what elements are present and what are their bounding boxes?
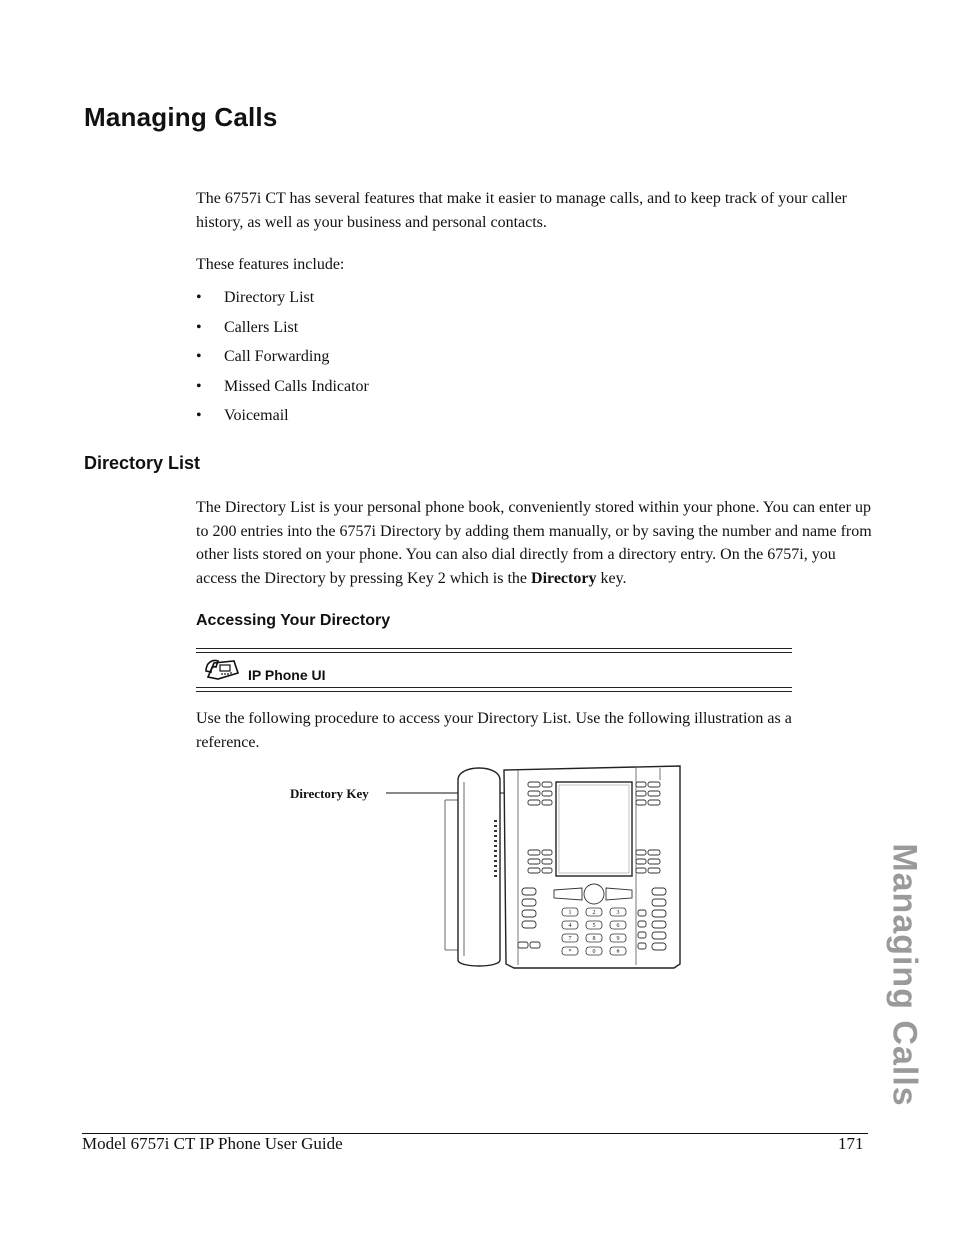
keypad-key: 3 bbox=[616, 910, 620, 916]
keypad-key: 0 bbox=[592, 949, 596, 955]
keypad-key: * bbox=[568, 949, 572, 955]
list-item: • Callers List bbox=[196, 318, 299, 336]
keypad-key: 2 bbox=[592, 910, 596, 916]
procedure-paragraph: Use the following procedure to access your Directory List. Use the following illustration as a reference. bbox=[196, 710, 792, 751]
keypad-key: 7 bbox=[568, 936, 572, 942]
phone-icon bbox=[204, 657, 240, 688]
keypad-key: 8 bbox=[592, 936, 596, 942]
ip-phone-ui-banner bbox=[196, 648, 792, 692]
section-heading: Directory List bbox=[84, 453, 201, 473]
subsection-heading: Accessing Your Directory bbox=[196, 612, 391, 629]
keypad-key: 6 bbox=[616, 923, 620, 929]
list-item: • Directory List bbox=[196, 289, 315, 306]
page-number: 171 bbox=[838, 1134, 864, 1153]
chapter-side-tab: Managing Calls bbox=[885, 843, 924, 1107]
keypad-key: # bbox=[616, 949, 620, 955]
ip-phone-ui-label: IP Phone UI bbox=[248, 667, 326, 683]
list-item: • Missed Calls Indicator bbox=[196, 377, 369, 395]
footer-title: Model 6757i CT IP Phone User Guide bbox=[82, 1134, 343, 1153]
list-item: • Call Forwarding bbox=[196, 348, 330, 365]
intro-paragraph: The 6757i CT has several features that make it easier to manage calls, and to keep track of your caller history, as well as your business and personal contacts. bbox=[196, 190, 847, 231]
features-intro: These features include: bbox=[196, 256, 345, 273]
list-item: • Voicemail bbox=[196, 407, 289, 424]
keypad-key: 1 bbox=[568, 910, 572, 916]
phone-illustration bbox=[286, 760, 686, 980]
directory-paragraph: The Directory List is your personal phone book, conveniently stored within your phone. You can enter up to 200 entries into the 6757i Directory by adding them manually, or by saving the number and name from other lists stored on your phone. You can also dial directly from a directory entry. On the 6757i, you access the Directory by pressing Key 2 which is the Directory key. bbox=[196, 499, 872, 587]
keypad-key: 5 bbox=[592, 923, 596, 929]
keypad-key: 9 bbox=[616, 936, 620, 942]
keypad-key: 4 bbox=[568, 923, 572, 929]
directory-key-callout: Directory Key bbox=[290, 786, 369, 801]
features-list bbox=[196, 287, 369, 435]
page-title: Managing Calls bbox=[84, 102, 278, 132]
